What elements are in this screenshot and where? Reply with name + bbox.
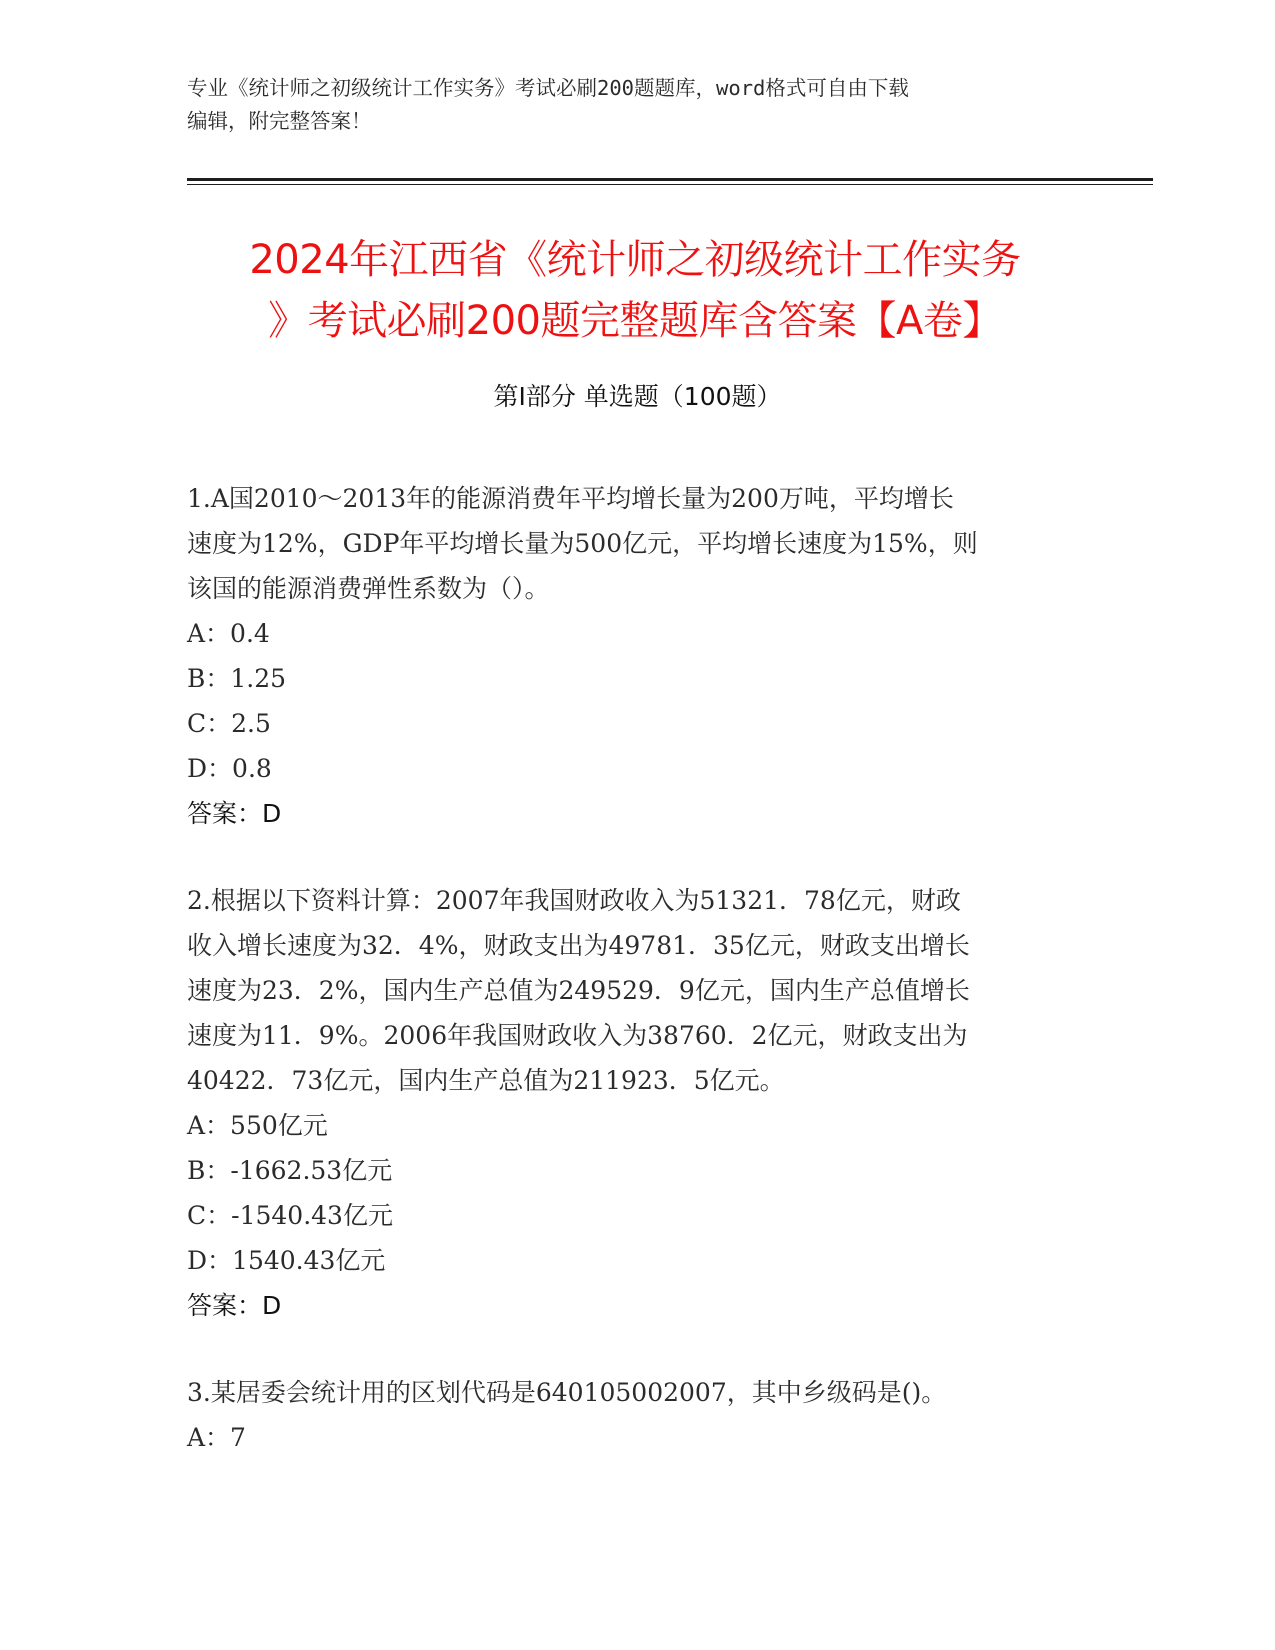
document-header [187,72,1067,138]
section-title: 第Ⅰ部分 单选题（100题） [493,382,782,411]
question-text-line: 收入增长速度为32．4%，财政支出为49781．35亿元，财政支出增长 [187,931,970,960]
title-line-1: 2024年江西省《统计师之初级统计工作实务 [249,237,1021,283]
option-d: D：0.8 [187,754,272,783]
option-c: C：2.5 [187,709,271,738]
title-line-2: 》考试必刷200题完整题库含答案【A卷】 [268,298,1002,344]
question-list [187,476,1087,1502]
question-text-line: 速度为23．2%，国内生产总值为249529．9亿元，国内生产总值增长 [187,976,970,1005]
question-text-line: 1.A国2010～2013年的能源消费年平均增长量为200万吨，平均增长 [187,484,954,513]
question-text-line: 该国的能源消费弹性系数为（）。 [187,574,550,603]
question-2 [187,878,1087,1328]
option-a: A：550亿元 [187,1111,328,1140]
answer: 答案：D [187,1291,282,1320]
header-divider-thin [187,184,1153,185]
question-text-line: 40422．73亿元，国内生产总值为211923．5亿元。 [187,1066,785,1095]
option-c: C：-1540.43亿元 [187,1201,393,1230]
question-text-line: 速度为11．9%。2006年我国财政收入为38760．2亿元，财政支出为 [187,1021,968,1050]
question-1 [187,476,1087,836]
option-a: A：7 [187,1423,246,1452]
question-text-line: 2.根据以下资料计算：2007年我国财政收入为51321．78亿元，财政 [187,886,961,915]
header-line-1: 专业《统计师之初级统计工作实务》考试必刷200题题库，word格式可自由下载 [187,76,909,100]
document-title [160,230,1110,352]
question-text-line: 速度为12%，GDP年平均增长量为500亿元，平均增长速度为15%，则 [187,529,978,558]
header-divider-thick [187,178,1153,181]
option-b: B：-1662.53亿元 [187,1156,393,1185]
option-d: D：1540.43亿元 [187,1246,386,1275]
option-b: B：1.25 [187,664,287,693]
answer: 答案：D [187,799,282,828]
option-a: A：0.4 [187,619,270,648]
header-line-2: 编辑，附完整答案！ [187,109,372,133]
question-3 [187,1370,1087,1460]
question-text-line: 3.某居委会统计用的区划代码是640105002007，其中乡级码是()。 [187,1378,947,1407]
